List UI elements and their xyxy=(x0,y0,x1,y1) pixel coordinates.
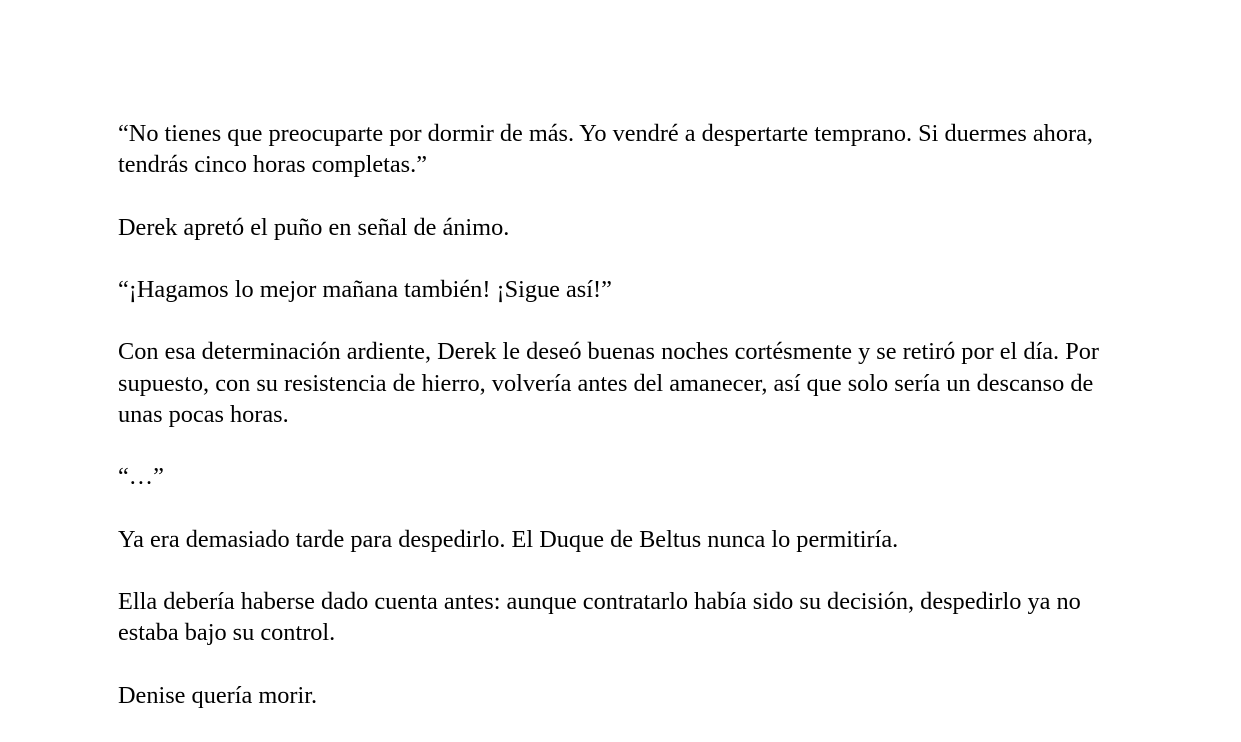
paragraph: Ya era demasiado tarde para despedirlo. El Duque de Beltus nunca lo permitiría. xyxy=(118,525,899,553)
paragraph: Derek apretó el puño en señal de ánimo. xyxy=(118,213,510,241)
paragraph: “…” xyxy=(118,463,164,491)
paragraph: Denise quería morir. xyxy=(118,681,318,709)
paragraph: “No tienes que preocuparte por dormir de más. Yo vendré a despertarte temprano. Si duermes ahora, tendrás cinco horas completas.” xyxy=(118,120,1093,179)
paragraph: Con esa determinación ardiente, Derek le deseó buenas noches cortésmente y se retiró por el día. Por supuesto, con su resistencia de hierro, volvería antes del amanecer, así que solo sería un descanso de unas pocas horas. xyxy=(118,338,1099,428)
paragraph: “¡Hagamos lo mejor mañana también! ¡Sigue así!” xyxy=(118,275,612,303)
paragraph: Ella debería haberse dado cuenta antes: aunque contratarlo había sido su decisión, despedirlo ya no estaba bajo su control. xyxy=(118,587,1081,647)
document-body xyxy=(118,118,1128,742)
